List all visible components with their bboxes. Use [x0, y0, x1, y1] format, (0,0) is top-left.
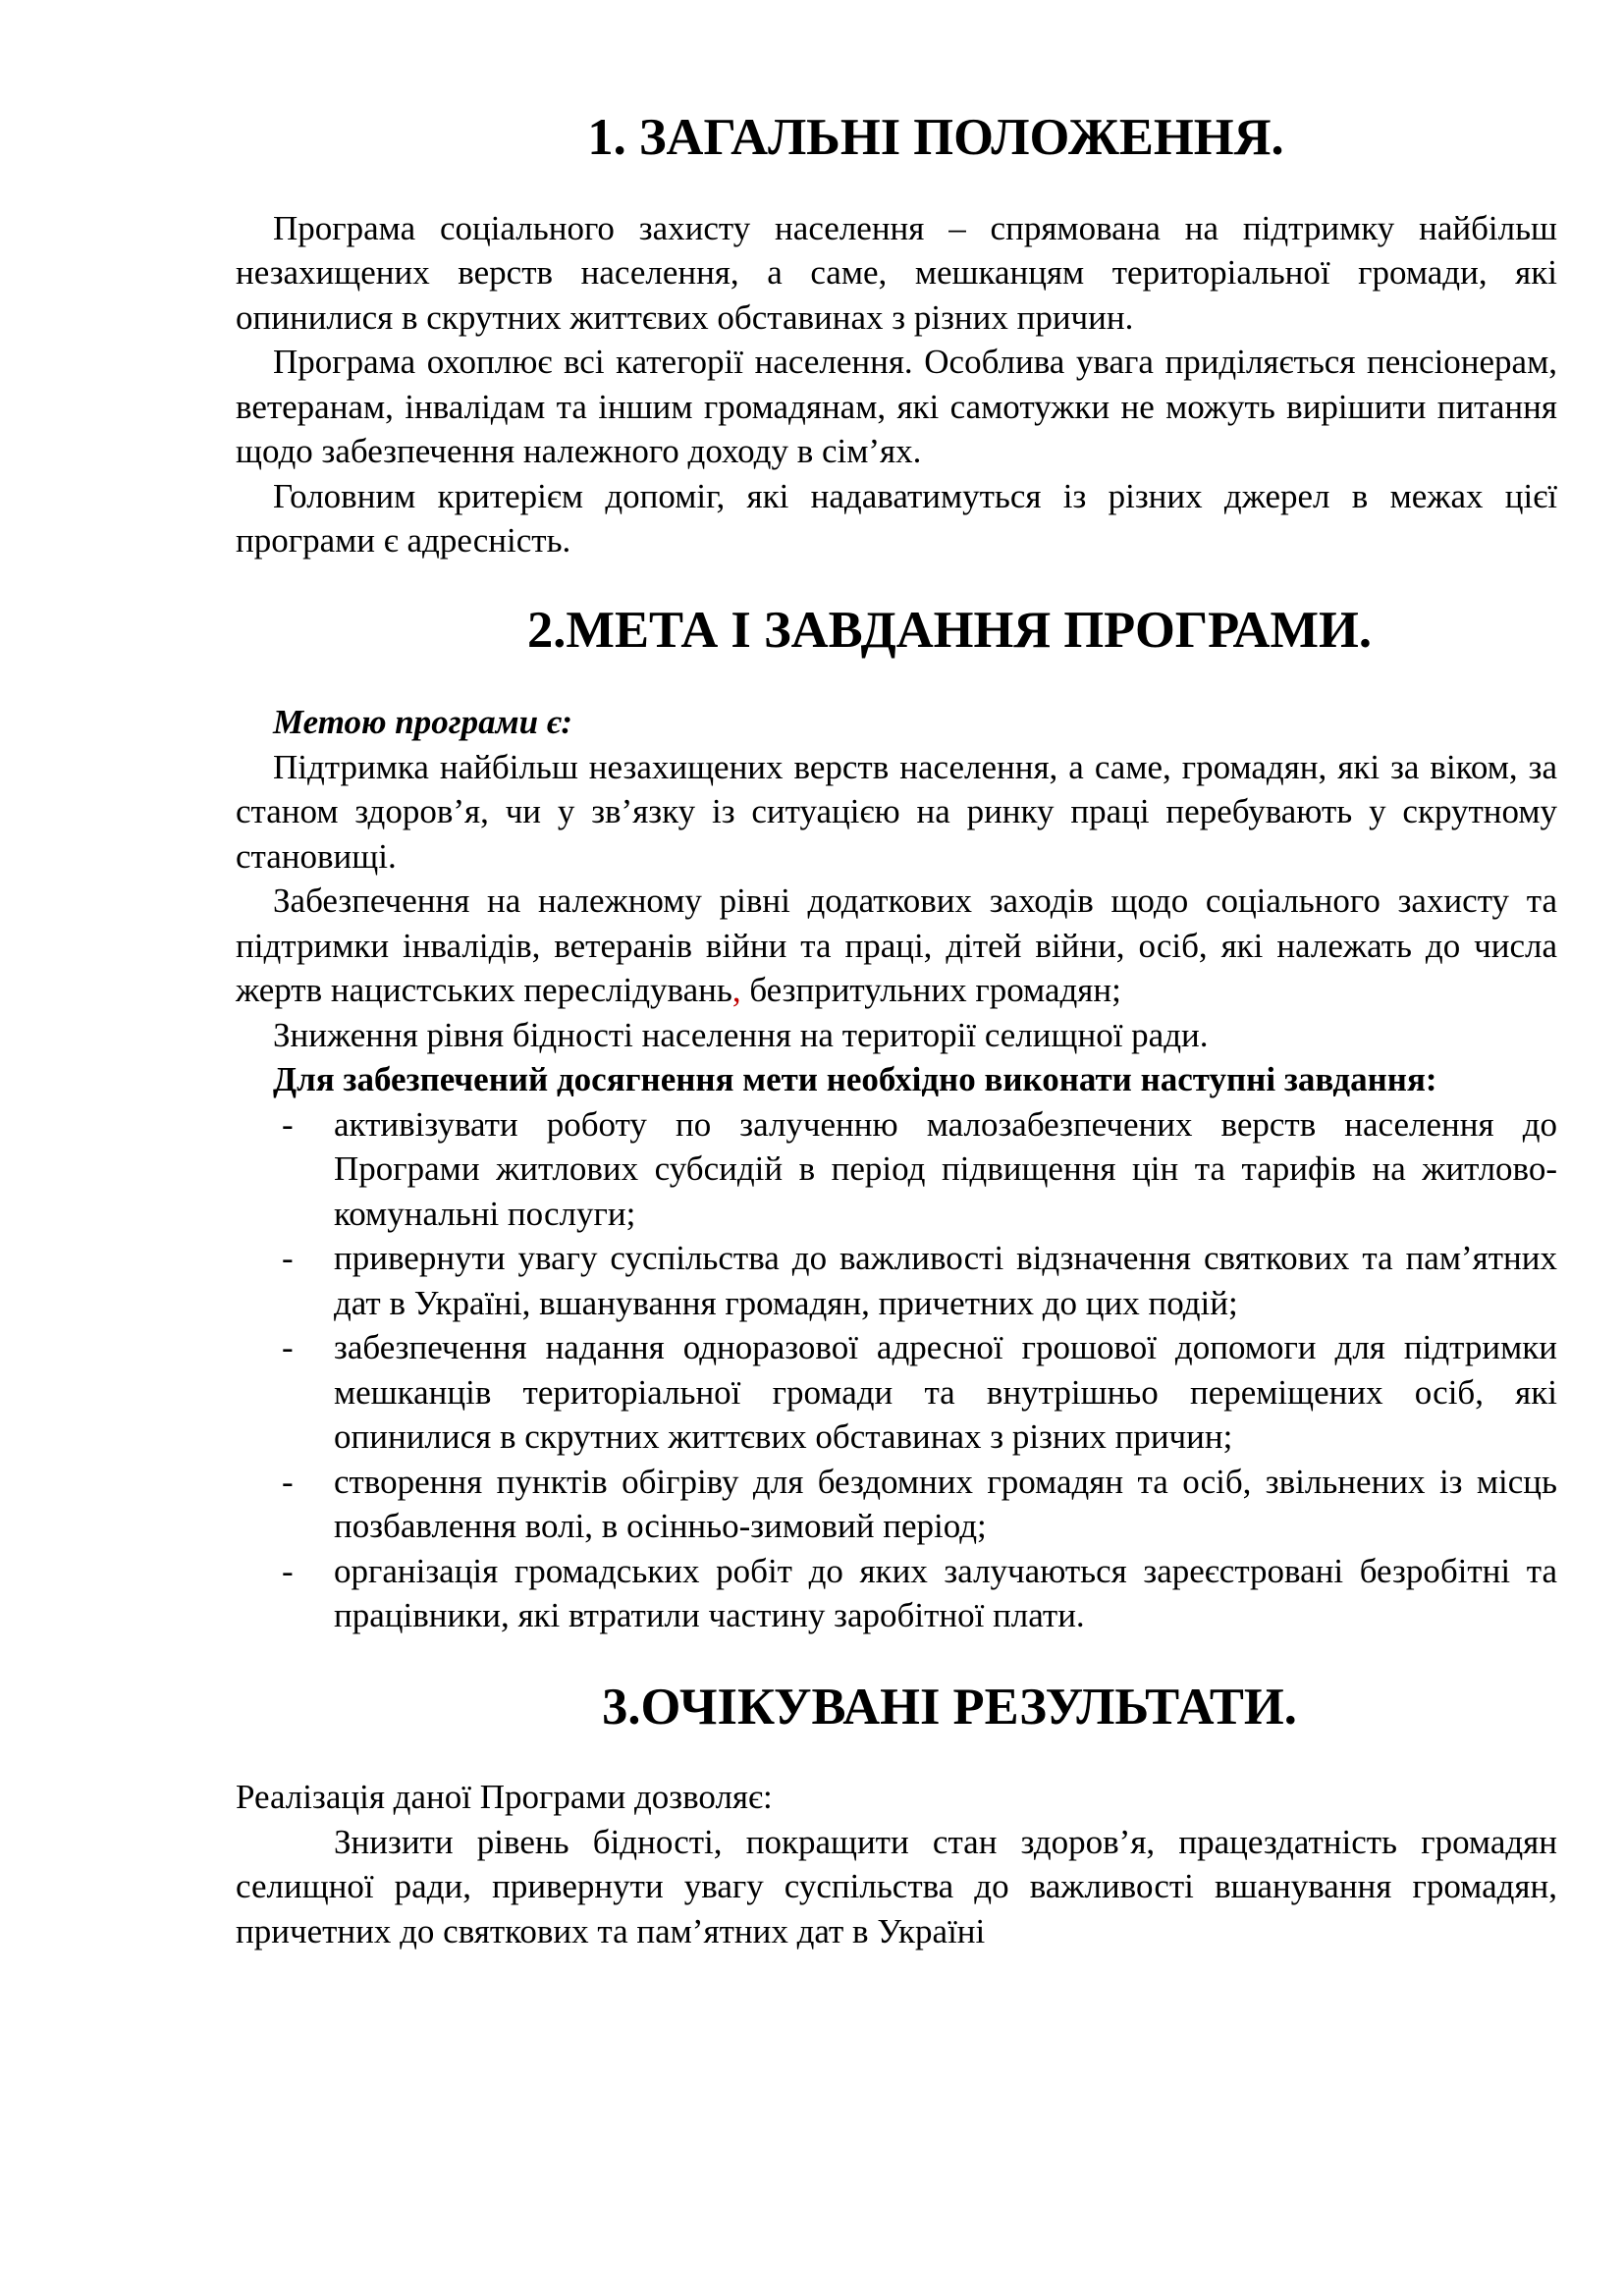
section-2-paragraph-1: Підтримка найбільш незахищених верств населення, а саме, громадян, які за віком, за станом здоров’я, чи у зв’язку із ситуацією на ринку праці перебувають у скрутному становищі. [236, 747, 1557, 876]
section-2-title: 2.МЕТА І ЗАВДАННЯ ПРОГРАМИ. [527, 601, 1372, 659]
dash-bullet: - [282, 1239, 294, 1277]
goal-label: Метою програми є: [273, 703, 573, 741]
section-2-paragraph-2 [236, 879, 1557, 1013]
section-3-title: 3.ОЧІКУВАНІ РЕЗУЛЬТАТИ. [602, 1678, 1297, 1735]
list-item [236, 1460, 1557, 1549]
list-item [236, 1549, 1557, 1638]
task-text: створення пунктів обігріву для бездомних громадян та осіб, звільнених із місць позбавлення волі, в осінньо-зимовий період; [334, 1462, 1557, 1545]
document-page [236, 109, 1557, 1953]
section-1-paragraph-1: Програма соціального захисту населення – спрямована на підтримку найбільш незахищених верств населення, а саме, мешканцям територіальної громади, які опинилися в скрутних життєвих обставинах з різних причин. [236, 208, 1557, 337]
section-2-paragraph-2-main: Забезпечення на належному рівні додаткових заходів щодо соціального захисту та підтримки інвалідів, ветеранів війни та праці, дітей війни, осіб, які належать до числа жертв нацистських переслідувань [236, 881, 1557, 1009]
section-3-paragraph-1: Знизити рівень бідності, покращити стан здоров’я, працездатність громадян селищної ради, привернути увагу суспільства до важливості вшанування громадян, причетних до святкових та пам’ятних дат в Україні [236, 1822, 1557, 1950]
section-2-paragraph-3: Зниження рівня бідності населення на території селищної ради. [273, 1015, 1209, 1054]
list-item [236, 1236, 1557, 1325]
tasks-list [236, 1102, 1557, 1638]
tasks-intro: Для забезпечений досягнення мети необхідно виконати наступні завдання: [273, 1060, 1437, 1098]
dash-bullet: - [282, 1328, 294, 1366]
section-3-intro: Реалізація даної Програми дозволяє: [236, 1778, 773, 1816]
task-text: організація громадських робіт до яких залучаються зареєстровані безробітні та працівники, які втратили частину заробітної плати. [334, 1551, 1557, 1634]
dash-bullet: - [282, 1104, 294, 1144]
list-item [236, 1102, 1557, 1237]
section-1-paragraph-2: Програма охоплює всі категорії населення. Особлива увага приділяється пенсіонерам, ветеранам, інвалідам та іншим громадянам, які самотужки не можуть вирішити питання щодо забезпечення належного доходу в сім’ях. [236, 343, 1557, 470]
section-2-paragraph-2-tail: безпритульних громадян; [740, 971, 1121, 1009]
list-item [236, 1325, 1557, 1460]
dash-bullet: - [282, 1462, 294, 1501]
section-1-paragraph-3: Головним критерієм допоміг, які надаватимуться із різних джерел в межах цієї програми є адресність. [236, 476, 1557, 560]
task-text: забезпечення надання одноразової адресної грошової допомоги для підтримки мешканців територіальної громади та внутрішньо переміщених осіб, які опинилися в скрутних життєвих обставинах з різних причин; [334, 1328, 1557, 1456]
task-text: активізувати роботу по залученню малозабезпечених верств населення до Програми житлових субсидій в період підвищення цін та тарифів на житлово-комунальні послуги; [334, 1104, 1557, 1233]
section-1-title: 1. ЗАГАЛЬНІ ПОЛОЖЕННЯ. [587, 109, 1284, 166]
section-2-paragraph-2-comma: , [731, 971, 741, 1009]
dash-bullet: - [282, 1551, 294, 1590]
task-text: привернути увагу суспільства до важливості відзначення святкових та пам’ятних дат в Україні, вшанування громадян, причетних до цих подій; [334, 1239, 1557, 1322]
